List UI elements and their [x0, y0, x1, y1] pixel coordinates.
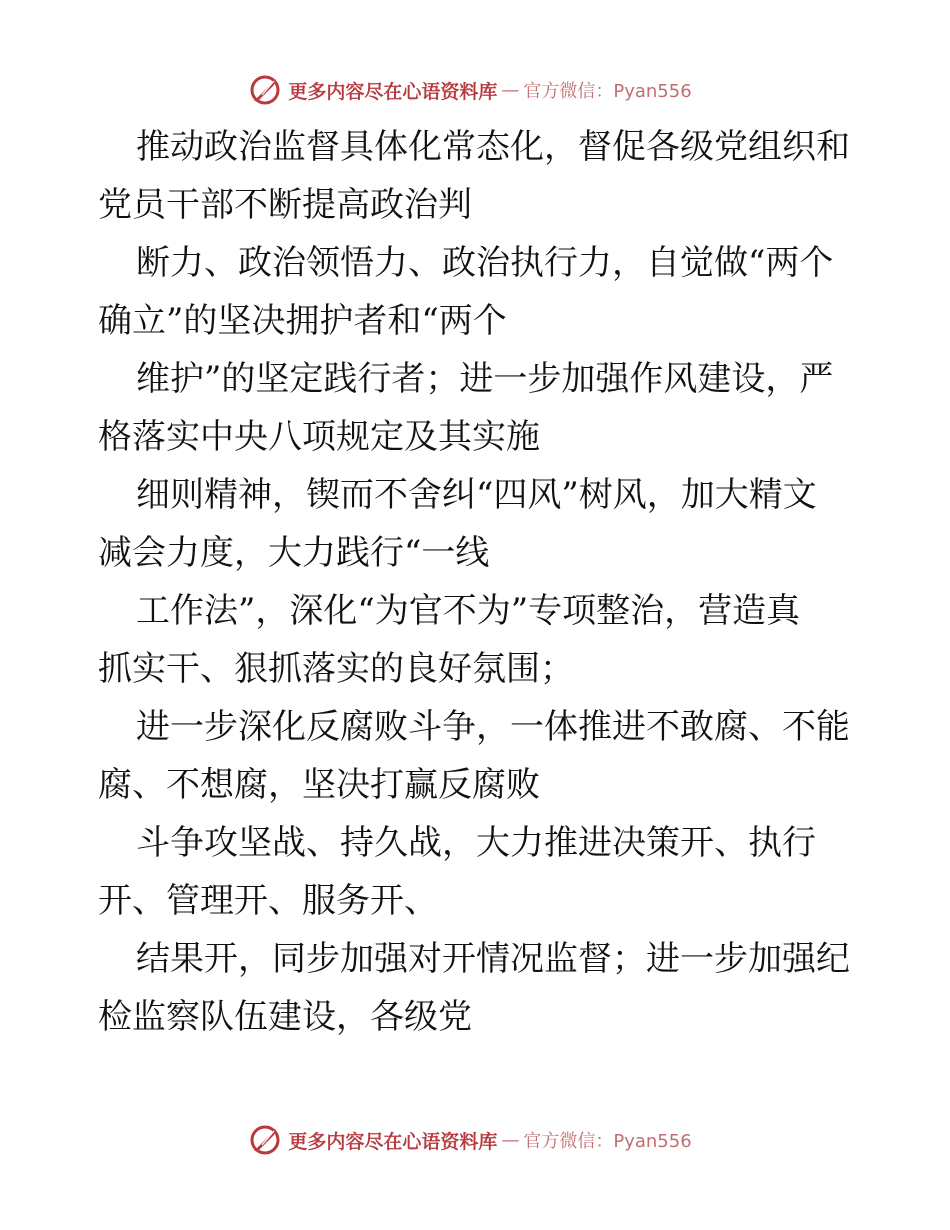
footer-wechat-id: 官方微信：Pyan556 — [523, 1131, 692, 1152]
text-line: 抓实干、狠抓落实的良好氛围； — [98, 649, 574, 689]
footer-banner-inner — [248, 1123, 691, 1157]
text-line: 格落实中央八项规定及其实施 — [98, 417, 540, 457]
text-line: 检监察队伍建设，各级党 — [98, 997, 472, 1037]
text-line: 党员干部不断提高政治判 — [98, 185, 472, 225]
footer-site-name: 更多内容尽在心语资料库 — [288, 1130, 498, 1153]
text-line: 确立”的坚决拥护者和“两个 — [98, 301, 507, 341]
text-line: 断力、政治领悟力、政治执行力，自觉做“两个 — [136, 243, 834, 283]
text-line: 开、管理开、服务开、 — [98, 881, 438, 921]
document-body — [98, 118, 858, 1046]
text-line: 工作法”，深化“为官不为”专项整治，营造真 — [136, 591, 801, 631]
quill-pen-circle-icon — [248, 73, 282, 107]
header-wechat-id: 官方微信：Pyan556 — [523, 81, 692, 102]
text-line: 斗争攻坚战、持久战，大力推进决策开、执行 — [136, 823, 816, 863]
text-line: 维护”的坚定践行者；进一步加强作风建设，严 — [136, 359, 834, 399]
header-banner-inner — [248, 73, 691, 107]
text-line: 腐、不想腐，坚决打赢反腐败 — [98, 765, 540, 805]
text-line: 减会力度，大力践行“一线 — [98, 533, 490, 573]
text-line: 进一步深化反腐败斗争，一体推进不敢腐、不能 — [136, 707, 850, 747]
text-line: 细则精神，锲而不舍纠“四风”树风，加大精文 — [136, 475, 817, 515]
header-site-name: 更多内容尽在心语资料库 — [288, 80, 498, 103]
footer-banner — [0, 1120, 950, 1160]
header-banner — [0, 70, 950, 110]
text-line: 推动政治监督具体化常态化，督促各级党组织和 — [136, 127, 850, 167]
footer-separator: — — [501, 1129, 520, 1151]
text-line: 结果开，同步加强对开情况监督；进一步加强纪 — [136, 939, 850, 979]
header-separator: — — [501, 79, 520, 101]
quill-pen-circle-icon — [248, 1123, 282, 1157]
